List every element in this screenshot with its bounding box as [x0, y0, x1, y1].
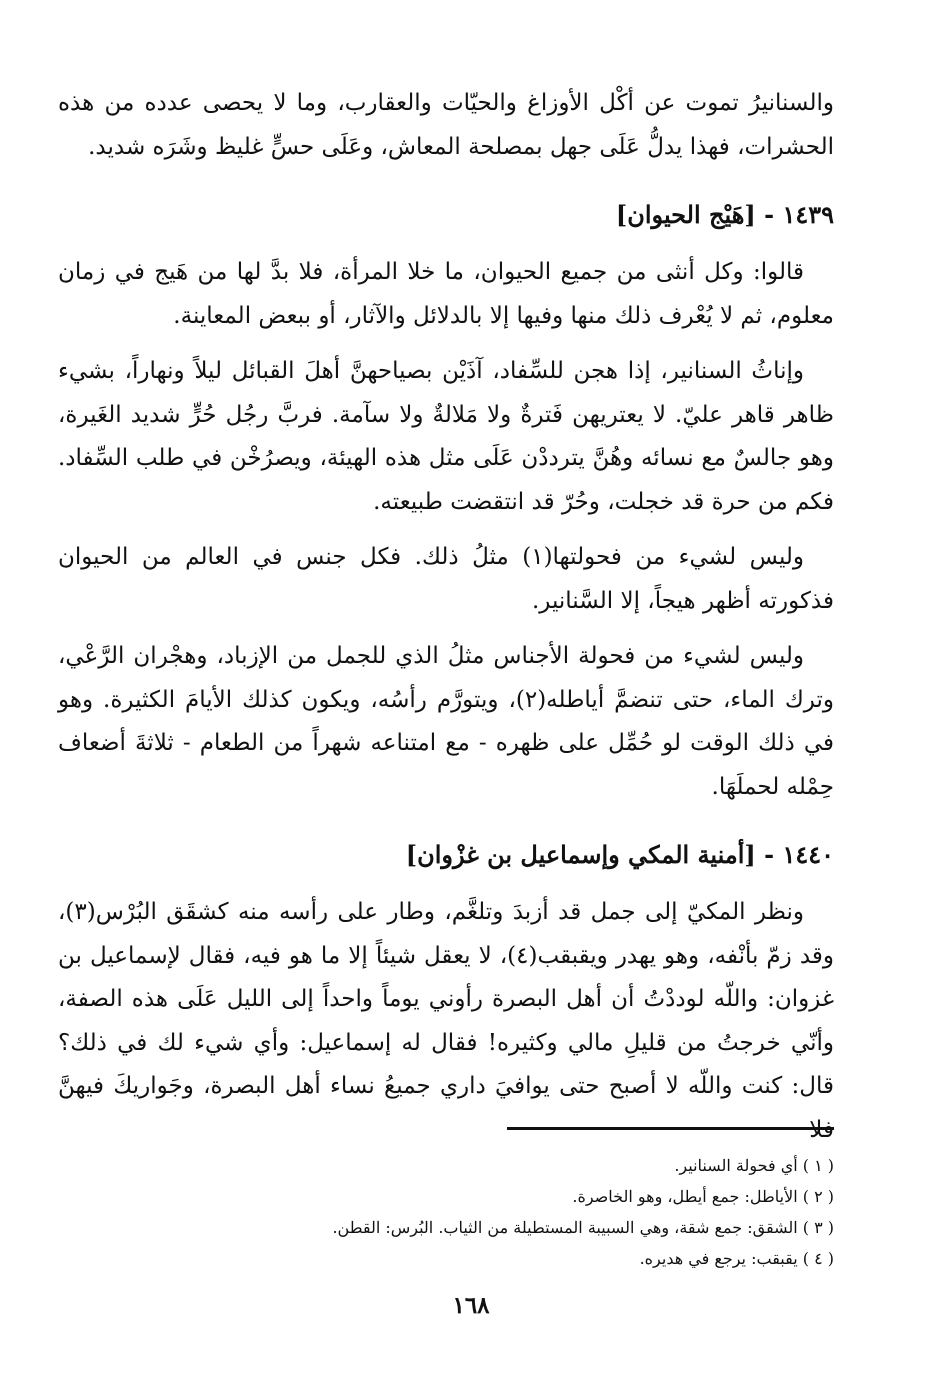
page-number: ١٦٨	[452, 1292, 490, 1319]
paragraph-intro: والسنانيرُ تموت عن أكْل الأوزاغ والحيّات والعقارب، وما لا يحصى عدده من هذه الحشرات، فهذا يدلُّ عَلَى جهل بمصلحة المعاش، وعَلَى حسٍّ غليظ وشَرَه شديد.	[58, 90, 834, 160]
paragraph-1440-1: ونظر المكيّ إلى جمل قد أزبدَ وتلغَّم، وطار على رأسه منه كشقَق البُرْس(٣)، وقد زمّ بأنْفه، وهو يهدر ويقبقب(٤)، لا يعقل شيئاً إلا ما هو فيه، فقال لإسماعيل بن غزوان: واللّه لوددْتُ أن أهل البصرة رأوني يوماً واحداً إلى الليل عَلَى هذه الصفة، وأنّي خرجتُ من قليلِ مالي وكثيره! فقال له إسماعيل: وأي شيء لك في ذلك؟ قال: كنت واللّه لا أصبح حتى يوافيَ داري جميعُ نساء أهل البصرة، وجَواريكَ فيهنَّ فلا	[58, 899, 834, 1143]
paragraph-1439-2: وإناثُ السنانير، إذا هجن للسِّفاد، آذَيْن بصياحهنَّ أهلَ القبائل ليلاً ونهاراً، بشيء ظاهر قاهر عليّ. لا يعتريهن فَترةٌ ولا مَلالةٌ ولا سآمة. فربَّ رجُل حُرٍّ شديد الغَيرة، وهو جالسٌ مع نسائه وهُنَّ يترددْن عَلَى مثل هذه الهيئة، ويصرُخْن في طلب السِّفاد. فكم من حرة قد خجلت، وحُرّ قد انتقضت طبيعته.	[58, 358, 834, 515]
section-heading-1440: ١٤٤٠ - [أمنية المكي وإسماعيل بن غزْوان]	[405, 840, 834, 869]
footnote-4: ( ٤ ) يقبقب: يرجع في هديره.	[639, 1249, 834, 1268]
paragraph-1439-3: وليس لشيء من فحولتها(١) مثلُ ذلك. فكل جنس في العالم من الحيوان فذكورته أظهر هيجاً، إلا السَّنانير.	[58, 544, 834, 614]
footnotes	[58, 1150, 834, 1274]
footnote-separator	[507, 1127, 834, 1130]
footnote-2: ( ٢ ) الأياطل: جمع أيطل، وهو الخاصرة.	[572, 1187, 834, 1206]
paragraph-1439-1: قالوا: وكل أنثى من جميع الحيوان، ما خلا المرأة، فلا بدَّ لها من هَيج في زمان معلوم، ثم لا يُعْرف ذلك منها وفيها إلا بالدلائل والآثار، أو ببعض المعاينة.	[58, 259, 834, 329]
paragraph-1439-4: وليس لشيء من فحولة الأجناس مثلُ الذي للجمل من الإزباد، وهجْران الرَّعْي، وترك الماء، حتى تنضمَّ أياطله(٢)، ويتورَّم رأسُه، ويكون كذلك الأيامَ الكثيرة. وهو في ذلك الوقت لو حُمِّل على ظهره - مع امتناعه شهراً من الطعام - ثلاثةَ أضعاف حِمْله لحملَهَا.	[58, 643, 834, 800]
footnote-3: ( ٣ ) الشقق: جمع شقة، وهي السبيبة المستطيلة من الثياب. البُرس: القطن.	[332, 1218, 834, 1237]
footnote-1: ( ١ ) أي فحولة السنانير.	[674, 1156, 834, 1175]
section-heading-1439: ١٤٣٩ - [هَيْج الحيوان]	[615, 200, 834, 229]
